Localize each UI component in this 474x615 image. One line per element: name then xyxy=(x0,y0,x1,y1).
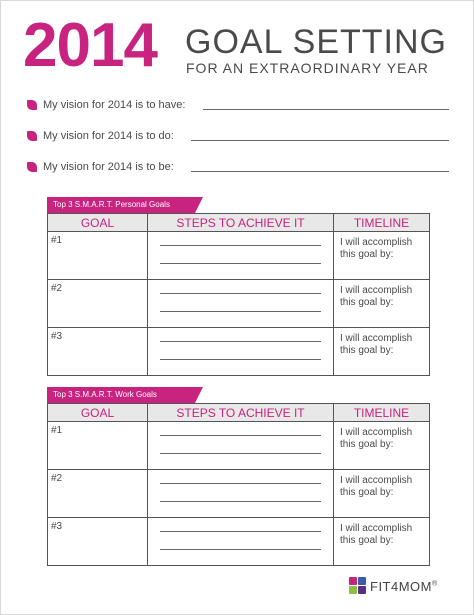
table-row xyxy=(48,470,430,518)
steps-column-header: STEPS TO ACHIEVE IT xyxy=(148,404,334,422)
steps-cell[interactable] xyxy=(148,328,334,376)
timeline-cell[interactable]: I will accomplish this goal by: xyxy=(334,470,430,518)
personal-goals-tab: Top 3 S.M.A.R.T. Personal Goals xyxy=(47,197,195,213)
write-line xyxy=(160,341,321,342)
write-line xyxy=(160,263,321,264)
vision-have-field[interactable] xyxy=(27,97,449,113)
page-subtitle: FOR AN EXTRAORDINARY YEAR xyxy=(186,60,429,76)
write-line xyxy=(160,359,321,360)
goal-cell[interactable]: #2 xyxy=(48,280,148,328)
write-line xyxy=(160,293,321,294)
steps-cell[interactable] xyxy=(148,470,334,518)
vision-do-field[interactable] xyxy=(27,128,449,144)
work-goals-table xyxy=(47,403,430,566)
table-row xyxy=(48,232,430,280)
steps-cell[interactable] xyxy=(148,422,334,470)
goal-column-header: GOAL xyxy=(48,214,148,232)
goal-cell[interactable]: #2 xyxy=(48,470,148,518)
timeline-cell[interactable]: I will accomplish this goal by: xyxy=(334,422,430,470)
goal-column-header: GOAL xyxy=(48,404,148,422)
timeline-cell[interactable]: I will accomplish this goal by: xyxy=(334,280,430,328)
steps-cell[interactable] xyxy=(148,518,334,566)
table-row xyxy=(48,518,430,566)
write-line xyxy=(160,435,321,436)
pink-bullet-icon xyxy=(27,131,37,141)
vision-be-field[interactable] xyxy=(27,159,449,175)
pink-bullet-icon xyxy=(27,100,37,110)
timeline-column-header: TIMELINE xyxy=(334,404,430,422)
table-row xyxy=(48,328,430,376)
steps-cell[interactable] xyxy=(148,232,334,280)
vision-do-label: My vision for 2014 is to do: xyxy=(43,130,174,142)
steps-column-header: STEPS TO ACHIEVE IT xyxy=(148,214,334,232)
vision-have-label: My vision for 2014 is to have: xyxy=(43,99,186,111)
write-line xyxy=(160,531,321,532)
fit4mom-mark-icon xyxy=(349,577,367,595)
timeline-cell[interactable]: I will accomplish this goal by: xyxy=(334,328,430,376)
timeline-cell[interactable]: I will accomplish this goal by: xyxy=(334,232,430,280)
goal-cell[interactable]: #1 xyxy=(48,232,148,280)
vision-have-line[interactable] xyxy=(203,109,449,110)
work-goals-tab: Top 3 S.M.A.R.T. Work Goals xyxy=(47,387,195,403)
table-row xyxy=(48,422,430,470)
table-header-row xyxy=(48,214,430,232)
table-row xyxy=(48,280,430,328)
vision-do-line[interactable] xyxy=(191,140,449,141)
personal-goals-table xyxy=(47,213,430,376)
year-heading: 2014 xyxy=(23,11,157,80)
write-line xyxy=(160,483,321,484)
write-line xyxy=(160,311,321,312)
timeline-column-header: TIMELINE xyxy=(334,214,430,232)
table-header-row xyxy=(48,404,430,422)
vision-be-label: My vision for 2014 is to be: xyxy=(43,161,174,173)
goal-cell[interactable]: #1 xyxy=(48,422,148,470)
brand-name: FIT4MOM® xyxy=(370,579,438,594)
timeline-cell[interactable]: I will accomplish this goal by: xyxy=(334,518,430,566)
page-title: GOAL SETTING xyxy=(185,23,448,61)
write-line xyxy=(160,501,321,502)
steps-cell[interactable] xyxy=(148,280,334,328)
write-line xyxy=(160,549,321,550)
goal-cell[interactable]: #3 xyxy=(48,518,148,566)
pink-bullet-icon xyxy=(27,162,37,172)
write-line xyxy=(160,453,321,454)
vision-be-line[interactable] xyxy=(191,171,449,172)
goal-cell[interactable]: #3 xyxy=(48,328,148,376)
write-line xyxy=(160,245,321,246)
